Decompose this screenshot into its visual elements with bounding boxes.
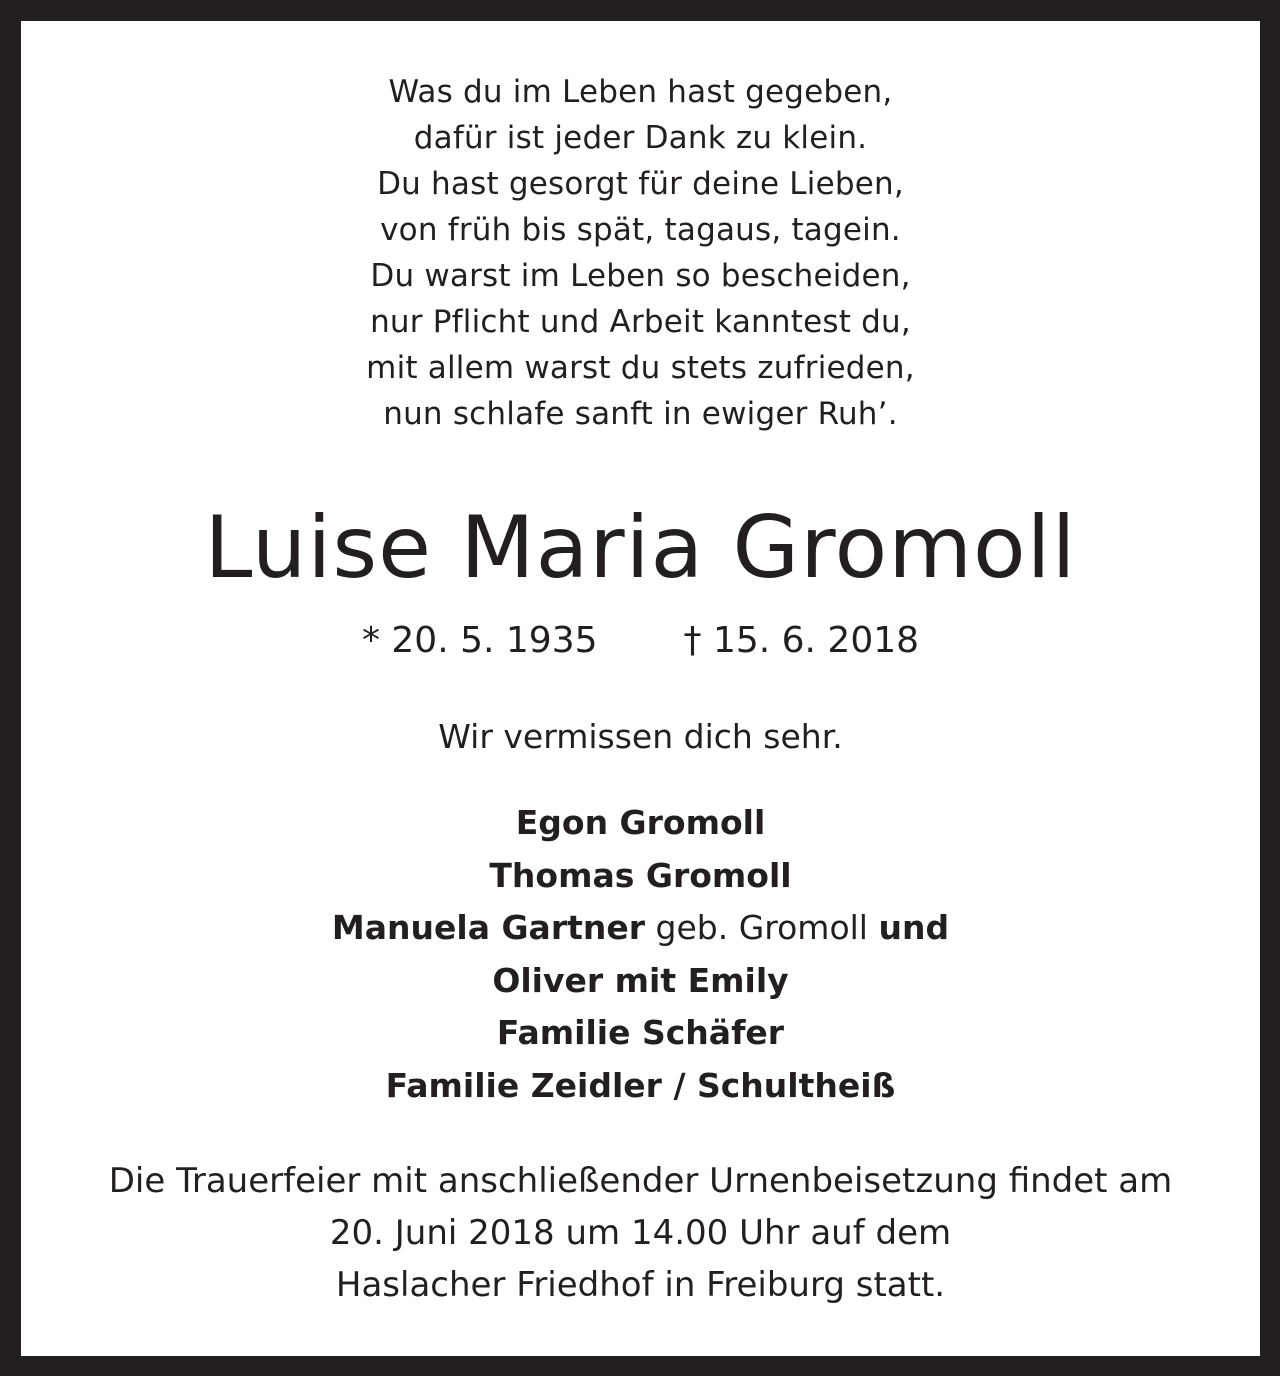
- poem: [21, 69, 1260, 437]
- mourner-name: Manuela Gartner: [331, 908, 646, 947]
- poem-line: dafür ist jeder Dank zu klein.: [413, 120, 868, 156]
- mourner: [21, 902, 1260, 955]
- mourner-nee: geb. Gromoll: [645, 908, 879, 947]
- mourner: Oliver mit Emily: [492, 960, 789, 1000]
- farewell-line: Wir vermissen dich sehr.: [438, 717, 843, 756]
- service-line: Haslacher Friedhof in Freiburg statt.: [335, 1265, 946, 1305]
- life-dates: [21, 619, 1260, 663]
- deceased-name: Luise Maria Gromoll: [204, 498, 1077, 598]
- service-info: [21, 1155, 1260, 1311]
- mourner: Egon Gromoll: [515, 803, 766, 842]
- poem-line: von früh bis spät, tagaus, tagein.: [380, 212, 901, 248]
- death-date: † 15. 6. 2018: [683, 620, 920, 661]
- poem-line: nun schlafe sanft in ewiger Ruh’.: [383, 396, 898, 432]
- service-line: Die Trauerfeier mit anschließender Urnenbeisetzung findet am: [108, 1161, 1173, 1201]
- service-line: 20. Juni 2018 um 14.00 Uhr auf dem: [329, 1213, 952, 1253]
- mourners-list: [21, 797, 1260, 1112]
- mourner: Familie Schäfer: [496, 1013, 785, 1052]
- mourner: Thomas Gromoll: [489, 855, 792, 895]
- poem-line: nur Pflicht und Arbeit kanntest du,: [370, 304, 911, 340]
- mourner: Familie Zeidler / Schultheiß: [385, 1065, 896, 1105]
- poem-line: Du hast gesorgt für deine Lieben,: [377, 166, 904, 202]
- birth-date: * 20. 5. 1935: [361, 620, 598, 661]
- poem-line: mit allem warst du stets zufrieden,: [366, 350, 915, 386]
- mourner-and: und: [878, 908, 950, 947]
- poem-line: Du warst im Leben so bescheiden,: [370, 258, 911, 294]
- poem-line: Was du im Leben hast gegeben,: [388, 74, 893, 110]
- obituary-notice: [21, 21, 1260, 1356]
